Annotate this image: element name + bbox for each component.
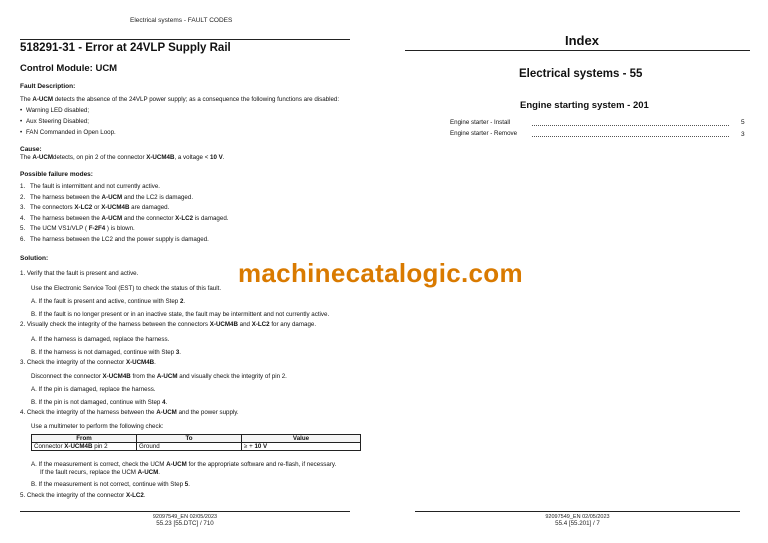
solution-line: B. If the harness is not damaged, continue with Step 3. (31, 349, 181, 356)
solution-line: B. If the fault is no longer present or in an inactive state, the fault may be intermittent and not currently active. (31, 311, 330, 318)
footer-page-number: 55.23 [55.DTC] / 710 (156, 520, 214, 527)
index-leader-dots (532, 125, 729, 126)
solution-line: If the fault recurs, replace the UCM A-UCM. (40, 469, 161, 476)
solution-line: A. If the harness is damaged, replace the harness. (31, 336, 170, 343)
solution-line: Use a multimeter to perform the following check: (31, 423, 164, 430)
table-row (32, 443, 361, 451)
fault-bullet: • Aux Steering Disabled; (26, 118, 89, 126)
footer-rule (415, 511, 740, 512)
watermark: machinecatalogic.com (238, 258, 523, 288)
solution-line: B. If the pin is not damaged, continue with Step 4. (31, 399, 168, 406)
footer-rule (20, 511, 350, 512)
solution-line: Disconnect the connector X-UCM4B from the A-UCM and visually check the integrity of pin 2. (31, 373, 287, 380)
footer-page-number: 55.4 [55.201] / 7 (555, 520, 600, 527)
measurement-table (31, 434, 361, 451)
solution-line: A. If the fault is present and active, continue with Step 2. (31, 298, 186, 305)
footer-doc-id: 92097549_EN 02/05/2023 (152, 514, 218, 520)
index-entry-page[interactable]: 5 (741, 119, 745, 126)
section-title: Electrical systems - 55 (519, 68, 643, 80)
table-cell-value: ≥ + 10 V (242, 443, 361, 451)
index-entry-page[interactable]: 3 (741, 131, 745, 138)
table-cell-from: Connector X-UCM4B pin 2 (32, 443, 137, 451)
index-title: Index (565, 33, 599, 48)
failure-mode-item: 3. The connectors X-LC2 or X-UCM4B are damaged. (20, 204, 170, 212)
page-title: 518291-31 - Error at 24VLP Supply Rail (20, 42, 231, 54)
control-module: Control Module: UCM (20, 63, 118, 74)
fault-bullet: • Warning LED disabled; (26, 107, 89, 115)
failure-modes-heading: Possible failure modes: (20, 171, 93, 178)
solution-line: 1. Verify that the fault is present and active. (20, 270, 139, 277)
solution-line: A. If the pin is damaged, replace the harness. (31, 386, 156, 393)
solution-line: 5. Check the integrity of the connector X-LC2. (20, 492, 146, 499)
table-header-to: To (137, 435, 242, 443)
solution-line: 4. Check the integrity of the harness between the A-UCM and the power supply. (20, 409, 239, 416)
index-entry-label[interactable]: Engine starter - Install (450, 119, 511, 126)
index-rule (405, 50, 750, 51)
failure-mode-item: 5. The UCM VS1/VLP ( F-2F4 ) is blown. (20, 225, 135, 233)
fault-description-text: The A-UCM detects the absence of the 24VLP power supply; as a consequence the following functions are disabled: (20, 96, 340, 103)
table-header-value: Value (242, 435, 361, 443)
cause-text: The A-UCMdetects, on pin 2 of the connector X-UCM4B, a voltage < 10 V. (20, 154, 225, 161)
running-header: Electrical systems - FAULT CODES (130, 17, 233, 24)
solution-line: B. If the measurement is not correct, continue with Step 5. (31, 481, 190, 488)
solution-line: Use the Electronic Service Tool (EST) to check the status of this fault. (31, 285, 222, 292)
footer-doc-id: 92097549_EN 02/05/2023 (545, 514, 610, 520)
index-leader-dots (532, 136, 729, 137)
failure-mode-item: 1. The fault is intermittent and not currently active. (20, 183, 160, 190)
failure-mode-item: 6. The harness between the LC2 and the power supply is damaged. (20, 236, 209, 243)
fault-bullet: • FAN Commanded in Open Loop. (26, 129, 116, 137)
subsection-title: Engine starting system - 201 (520, 100, 649, 111)
failure-mode-item: 2. The harness between the A-UCM and the LC2 is damaged. (20, 193, 194, 201)
solution-heading: Solution: (20, 255, 49, 262)
fault-description-heading: Fault Description: (20, 83, 76, 90)
solution-line: 3. Check the integrity of the connector X-UCM4B. (20, 359, 156, 366)
solution-line: 2. Visually check the integrity of the harness between the connectors X-UCM4B and X-LC2 for any damage. (20, 321, 317, 328)
solution-line: A. If the measurement is correct, check the UCM A-UCM for the appropriate software and re-flash, if necessary. (31, 461, 337, 468)
table-header-from: From (32, 435, 137, 443)
table-cell-to: Ground (137, 443, 242, 451)
header-rule (20, 39, 350, 40)
cause-heading: Cause: (20, 146, 42, 153)
index-entry-label[interactable]: Engine starter - Remove (450, 130, 518, 137)
failure-mode-item: 4. The harness between the A-UCM and the connector X-LC2 is damaged. (20, 214, 229, 222)
